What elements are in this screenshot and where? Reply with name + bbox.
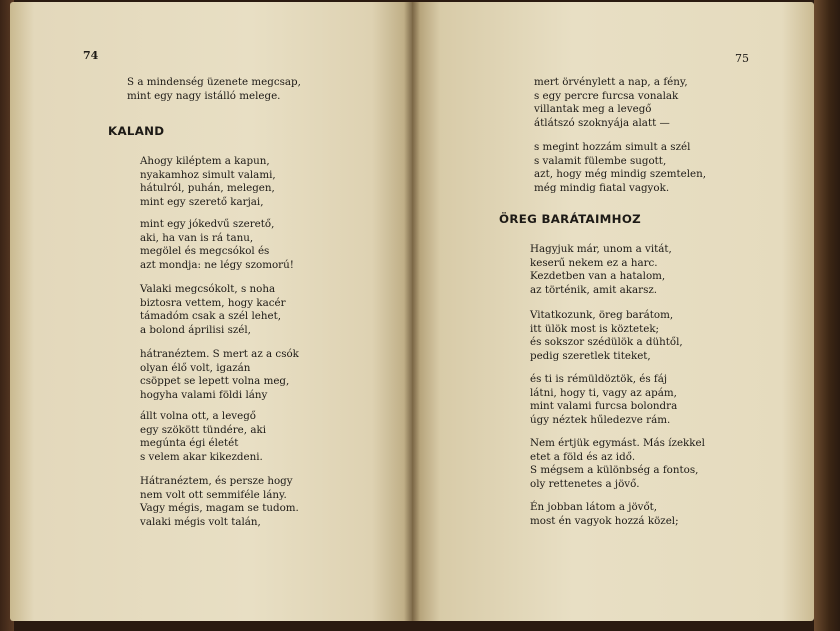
poem-line: biztosra vettem, hogy kacér	[140, 296, 286, 309]
poem-line: itt ülök most is köztetek;	[530, 322, 660, 335]
poem-line: s velem akar kikezdeni.	[140, 450, 263, 463]
poem-line: S mégsem a különbség a fontos,	[530, 464, 699, 477]
stanza	[140, 410, 266, 464]
poem-line: mint egy jókedvű szerető,	[140, 218, 275, 230]
poem-line: Hátranéztem, és persze hogy	[140, 475, 293, 487]
poem-line: mert örvénylett a nap, a fény,	[534, 76, 688, 88]
stanza	[530, 373, 677, 427]
stanza	[140, 283, 286, 337]
poem-line: Valaki megcsókolt, s noha	[140, 283, 276, 295]
poem-line: a bolond áprilisi szél,	[140, 323, 251, 336]
stanza	[530, 243, 672, 297]
poem-line: nyakamhoz simult valami,	[140, 168, 276, 181]
poem-line: s valamit fülembe sugott,	[534, 154, 667, 167]
poem-line: valaki mégis volt talán,	[140, 515, 261, 528]
poem-title-oreg-barataimhoz: ÖREG BARÁTAIMHOZ	[499, 212, 642, 226]
stanza	[140, 218, 294, 272]
poem-line: úgy néztek hűledezve rám.	[530, 413, 671, 426]
intro-stanza	[127, 76, 301, 103]
poem-line: támadóm csak a szél lehet,	[140, 310, 282, 323]
poem-line: pedig szeretlek titeket,	[530, 349, 651, 362]
stanza	[534, 76, 688, 130]
page-number-left: 74	[83, 49, 99, 62]
poem-line: Hagyjuk már, unom a vitát,	[530, 243, 672, 255]
poem-line: s egy percre furcsa vonalak	[534, 89, 679, 102]
poem-line: mint egy szerető karjai,	[140, 195, 264, 208]
poem-line: csöppet se lepett volna meg,	[140, 375, 290, 388]
stanza	[530, 437, 705, 491]
poem-line: állt volna ott, a levegő	[140, 410, 257, 422]
poem-line: etet a föld és az idő.	[530, 450, 636, 463]
poem-line: s megint hozzám simult a szél	[534, 141, 691, 153]
poem-line: Vagy mégis, magam se tudom.	[140, 502, 299, 515]
poem-line: Nem értjük egymást. Más ízekkel	[530, 437, 705, 449]
poem-title-kaland: KALAND	[108, 124, 165, 138]
stanza	[530, 309, 683, 363]
poem-line: Kezdetben van a hatalom,	[530, 270, 666, 283]
left-page	[10, 2, 412, 621]
poem-line: aki, ha van is rá tanu,	[140, 231, 254, 244]
poem-line: egy szökött tündére, aki	[140, 423, 266, 436]
stanza	[140, 475, 299, 529]
poem-line: nem volt ott semmiféle lány.	[140, 488, 287, 501]
poem-line: mint valami furcsa bolondra	[530, 400, 678, 413]
poem-line: Én jobban látom a jövőt,	[530, 501, 658, 513]
poem-line: hogyha valami földi lány	[140, 388, 268, 401]
stanza	[530, 501, 679, 528]
poem-line: megúnta égi életét	[140, 437, 239, 450]
poem-line: és ti is rémüldöztök, és fáj	[530, 373, 668, 385]
poem-line: hátulról, puhán, melegen,	[140, 182, 275, 195]
stanza	[140, 348, 299, 402]
poem-line: azt, hogy még mindig szemtelen,	[534, 168, 707, 181]
poem-line: oly rettenetes a jövő.	[530, 477, 640, 490]
poem-line: hátranéztem. S mert az a csók	[140, 348, 299, 360]
poem-line: megölel és megcsókol és	[140, 245, 270, 258]
right-page	[412, 2, 814, 621]
poem-line: keserű nekem ez a harc.	[530, 256, 658, 269]
book-gutter	[404, 2, 420, 621]
book-cover-right-edge	[814, 0, 840, 631]
page-number-right: 75	[735, 52, 749, 65]
poem-line: most én vagyok hozzá közel;	[530, 514, 679, 527]
poem-line: Ahogy kiléptem a kapun,	[140, 155, 270, 167]
poem-line: átlátszó szoknyája alatt —	[534, 116, 670, 129]
poem-line: még mindig fiatal vagyok.	[534, 181, 670, 194]
stanza	[140, 155, 276, 209]
poem-line: és sokszor szédülök a dühtől,	[530, 336, 683, 349]
poem-line: azt mondja: ne légy szomorú!	[140, 258, 294, 271]
poem-line: Vitatkozunk, öreg barátom,	[530, 309, 674, 321]
poem-line: látni, hogy ti, vagy az apám,	[530, 386, 677, 399]
stanza	[534, 141, 706, 195]
poem-line: olyan élő volt, igazán	[140, 361, 251, 374]
poem-line: mint egy nagy istálló melege.	[127, 89, 281, 102]
poem-line: villantak meg a levegő	[534, 103, 652, 116]
poem-line: az történik, amit akarsz.	[530, 283, 658, 296]
poem-line: S a mindenség üzenete megcsap,	[127, 76, 301, 88]
